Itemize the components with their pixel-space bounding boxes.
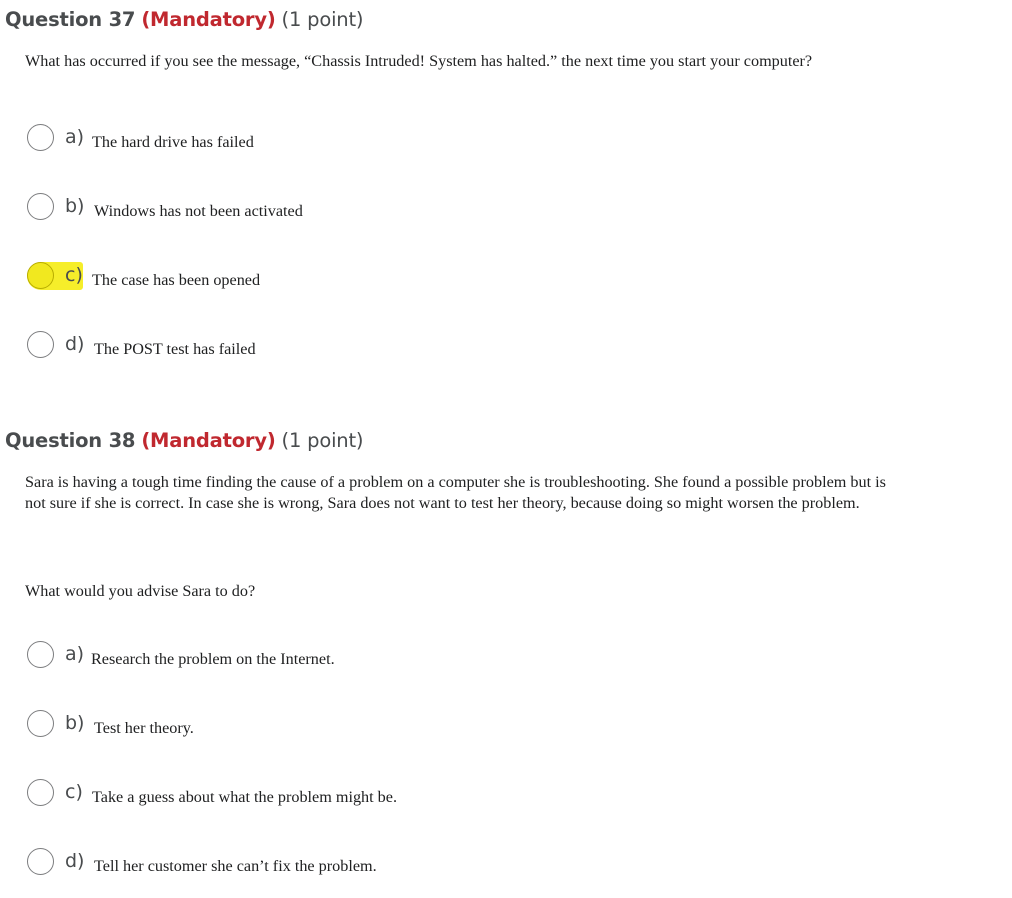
question-title: Question 38 — [5, 429, 136, 452]
option-letter: d) — [65, 333, 85, 355]
option-text: Windows has not been activated — [94, 202, 303, 220]
option-text: Test her theory. — [94, 719, 194, 737]
option-text: Take a guess about what the problem might be. — [92, 788, 398, 806]
option-a[interactable] — [27, 641, 627, 675]
option-letter: b) — [65, 195, 85, 217]
mandatory-label: (Mandatory) — [141, 8, 276, 31]
option-letter: a) — [65, 126, 85, 148]
option-a[interactable] — [27, 124, 627, 158]
radio-button[interactable] — [27, 331, 54, 358]
option-letter: c) — [65, 264, 83, 286]
mandatory-label: (Mandatory) — [141, 429, 276, 452]
option-b[interactable] — [27, 193, 627, 227]
radio-button[interactable] — [27, 848, 54, 875]
radio-button[interactable] — [27, 262, 54, 289]
option-b[interactable] — [27, 710, 627, 744]
option-text: Research the problem on the Internet. — [91, 650, 335, 668]
option-letter: a) — [65, 643, 85, 665]
question-header — [5, 5, 363, 35]
option-text: Tell her customer she can’t fix the problem. — [94, 857, 377, 875]
option-c[interactable] — [27, 262, 627, 296]
question-prompt: What would you advise Sara to do? — [25, 582, 256, 600]
question-title: Question 37 — [5, 8, 136, 31]
radio-button[interactable] — [27, 641, 54, 668]
option-text: The case has been opened — [92, 271, 261, 289]
radio-button[interactable] — [27, 710, 54, 737]
option-c[interactable] — [27, 779, 627, 813]
radio-button[interactable] — [27, 779, 54, 806]
option-letter: b) — [65, 712, 85, 734]
points-label: (1 point) — [281, 429, 364, 452]
option-d[interactable] — [27, 331, 627, 365]
option-letter: d) — [65, 850, 85, 872]
option-text: The hard drive has failed — [92, 133, 254, 151]
radio-button[interactable] — [27, 124, 54, 151]
option-letter: c) — [65, 781, 83, 803]
radio-button[interactable] — [27, 193, 54, 220]
question-header — [5, 426, 363, 456]
points-label: (1 point) — [281, 8, 364, 31]
question-text: What has occurred if you see the message, “Chassis Intruded! System has halted.” the next time you start your computer? — [25, 52, 813, 70]
question-text: Sara is having a tough time finding the cause of a problem on a computer she is troubleshooting. She found a possible problem but is not sure if she is correct. In case she is wrong, Sara does not want to test her theory, because doing so might worsen the problem. — [25, 473, 886, 512]
option-d[interactable] — [27, 848, 627, 882]
option-text: The POST test has failed — [94, 340, 256, 358]
